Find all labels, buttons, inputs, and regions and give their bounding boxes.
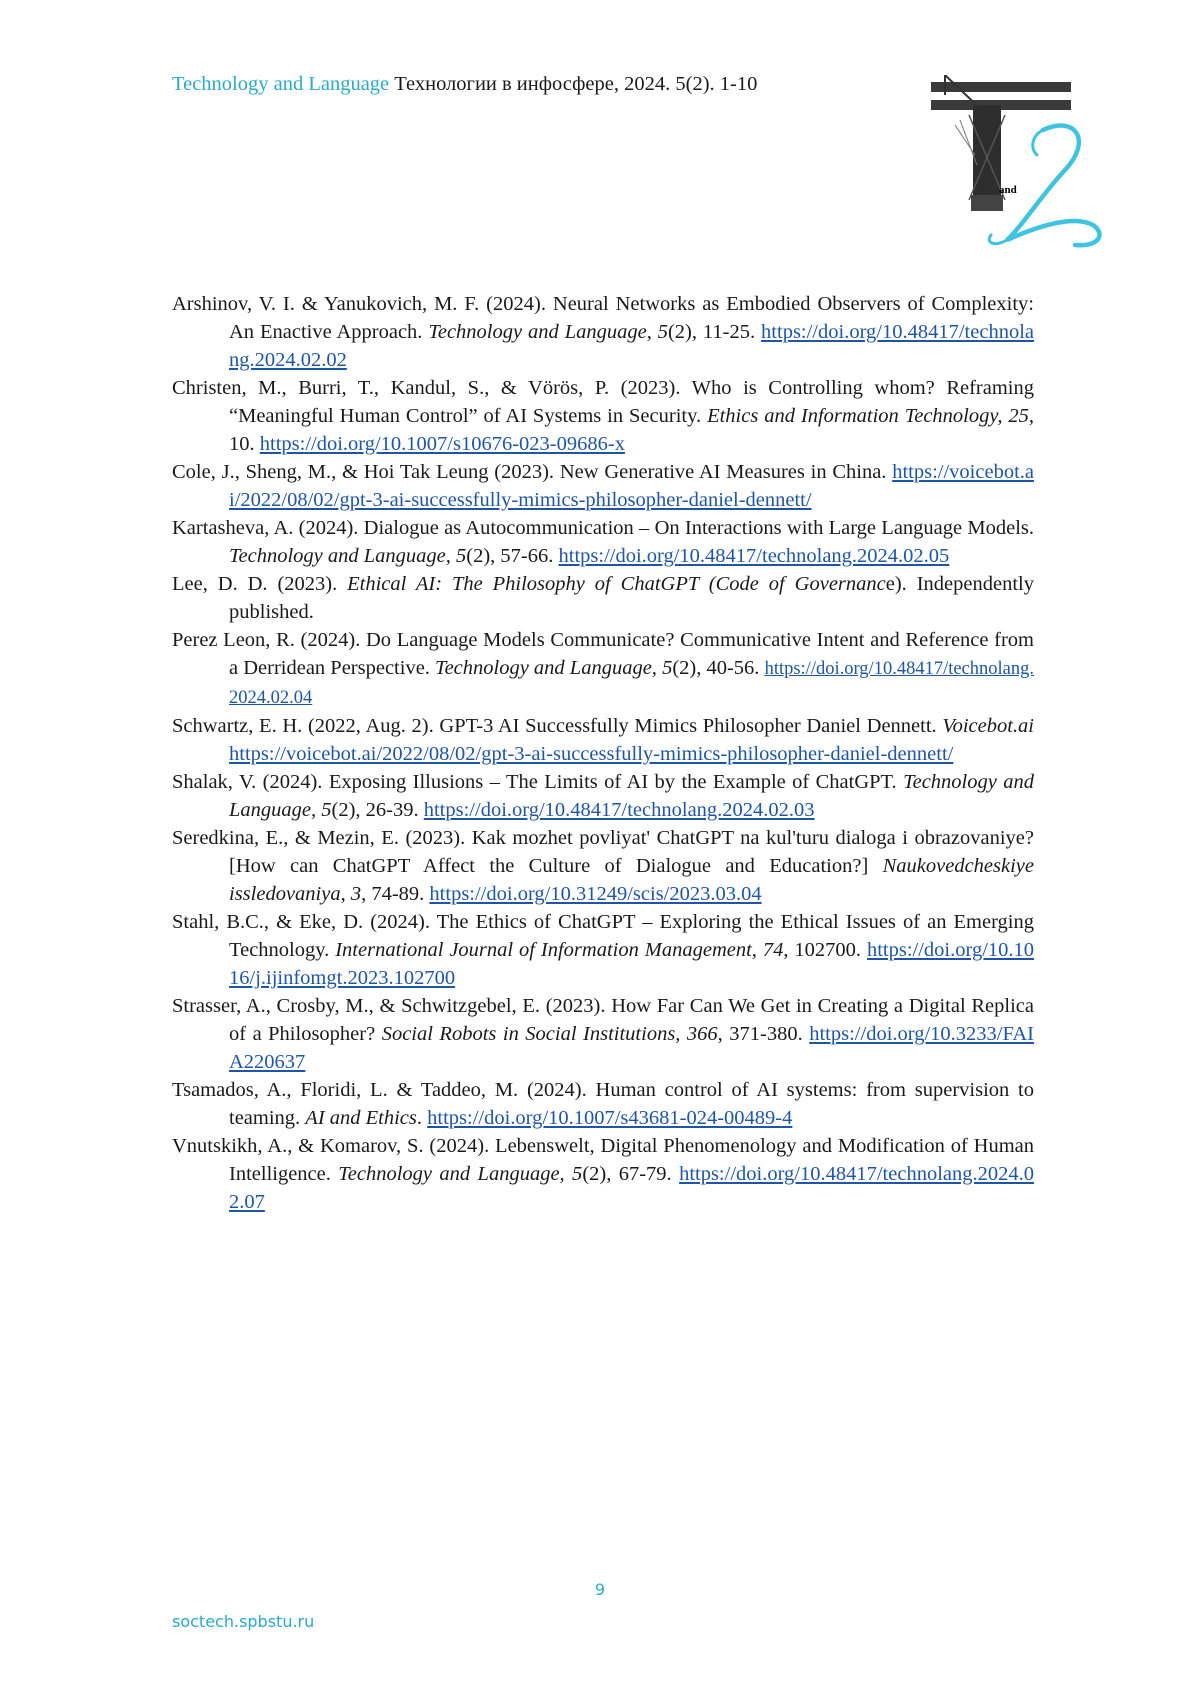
reference-link[interactable]: https://doi.org/10.48417/technolang.2024.02.05 <box>558 545 950 567</box>
reference-entry <box>172 458 1034 514</box>
reference-link[interactable]: https://voicebot.ai/2022/08/02/gpt-3-ai-successfully-mimics-philosopher-daniel-dennett/ <box>229 743 954 765</box>
reference-source: Technology and Language, 5 <box>435 657 673 679</box>
reference-source: Ethical AI: The Philosophy of ChatGPT (Code of Governanc <box>347 573 886 595</box>
reference-entry <box>172 712 1034 768</box>
reference-entry <box>172 290 1034 374</box>
reference-link[interactable]: https://doi.org/10.3233/FAIA220637 <box>229 1023 1034 1073</box>
reference-source: Naukovedcheskiye issledovaniya, 3 <box>229 855 1034 905</box>
reference-details: , 102700. <box>783 939 867 961</box>
reference-entry <box>172 1076 1034 1132</box>
reference-details: , 10. <box>229 405 1034 455</box>
reference-source: Ethics and Information Technology, 25 <box>707 405 1029 427</box>
reference-entry <box>172 1132 1034 1216</box>
reference-source: Technology and Language, 5 <box>338 1163 583 1185</box>
reference-link[interactable]: https://doi.org/10.1016/j.ijinfomgt.2023.102700 <box>229 939 1035 989</box>
reference-entry <box>172 570 1034 626</box>
reference-text: Arshinov, V. I. & Yanukovich, M. F. (2024). Neural Networks as Embodied Observers of Complexity: An Enactive Approach. <box>172 293 1034 343</box>
reference-entry <box>172 908 1034 992</box>
reference-text: Lee, D. D. (2023). <box>172 573 348 595</box>
page-number: 9 <box>594 1580 606 1599</box>
reference-source: Technology and Language, 5 <box>428 321 668 343</box>
reference-entry <box>172 514 1034 570</box>
reference-link[interactable]: https://doi.org/10.1007/s10676-023-09686-x <box>259 433 625 455</box>
reference-text: Seredkina, E., & Mezin, E. (2023). Kak mozhet povliyat' ChatGPT na kul'turu dialoga i obrazovaniye? [How can ChatGPT Affect the Culture of Dialogue and Education?] <box>172 827 1034 877</box>
reference-link[interactable]: https://doi.org/10.1007/s43681-024-00489-4 <box>427 1107 793 1129</box>
reference-entry <box>172 374 1034 458</box>
reference-details: (2), 26-39. <box>331 799 424 821</box>
reference-entry <box>172 768 1034 824</box>
journal-logo <box>925 75 1110 250</box>
reference-text: Strasser, A., Crosby, M., & Schwitzgebel, E. (2023). How Far Can We Get in Creating a Digital Replica of a Philosopher? <box>172 995 1034 1045</box>
reference-text: Perez Leon, R. (2024). Do Language Models Communicate? Communicative Intent and Reference from a Derridean Perspective. <box>172 629 1034 679</box>
reference-source: Technology and Language, 5 <box>229 771 1034 821</box>
reference-details: (2), 40-56. <box>672 657 765 679</box>
reference-source: Voicebot.ai <box>942 715 1034 737</box>
reference-details: , 74-89. <box>361 883 430 905</box>
reference-details: (2), 11-25. <box>667 321 762 343</box>
running-header <box>172 73 757 96</box>
reference-details: e). Independently published. <box>229 573 1034 623</box>
reference-link[interactable]: https://doi.org/10.48417/technolang.2024.02.02 <box>229 321 1034 371</box>
reference-link[interactable]: https://doi.org/10.48417/technolang.2024.02.07 <box>229 1163 1034 1213</box>
reference-entry <box>172 992 1034 1076</box>
reference-text: Schwartz, E. H. (2022, Aug. 2). GPT-3 AI Successfully Mimics Philosopher Daniel Dennett. <box>172 715 943 737</box>
reference-source: Social Robots in Social Institutions, 366 <box>381 1023 718 1045</box>
reference-entry <box>172 626 1034 712</box>
reference-list <box>172 290 1034 1216</box>
reference-source: AI and Ethics <box>305 1107 417 1129</box>
reference-link[interactable]: https://doi.org/10.31249/scis/2023.03.04 <box>429 883 762 905</box>
journal-issue: Технологии в инфосфере, 2024. 5(2). 1-10 <box>389 73 758 95</box>
reference-details: . <box>416 1107 428 1129</box>
reference-details: , 371-380. <box>717 1023 810 1045</box>
reference-text: Tsamados, A., Floridi, L. & Taddeo, M. (2024). Human control of AI systems: from supervision to teaming. <box>172 1079 1034 1129</box>
reference-link[interactable]: https://voicebot.ai/2022/08/02/gpt-3-ai-successfully-mimics-philosopher-daniel-dennett/ <box>229 461 1034 511</box>
reference-link[interactable]: https://doi.org/10.48417/technolang.2024.02.04 <box>229 659 1034 708</box>
journal-name: Technology and Language <box>172 73 390 95</box>
reference-text: Kartasheva, A. (2024). Dialogue as Autocommunication – On Interactions with Large Language Models. <box>172 517 1034 539</box>
logo-and-text: and <box>999 184 1017 196</box>
reference-text: Cole, J., Sheng, M., & Hoi Tak Leung (2023). New Generative AI Measures in China. <box>172 461 893 483</box>
reference-entry <box>172 824 1034 908</box>
reference-details: (2), 67-79. <box>582 1163 680 1185</box>
reference-text: Christen, M., Burri, T., Kandul, S., & Vörös, P. (2023). Who is Controlling whom? Reframing “Meaningful Human Control” of AI Systems in Security. <box>172 377 1034 427</box>
footer-site: soctech.spbstu.ru <box>172 1612 315 1631</box>
reference-text: Shalak, V. (2024). Exposing Illusions – The Limits of AI by the Example of ChatGPT. <box>172 771 904 793</box>
reference-text: Stahl, B.C., & Eke, D. (2024). The Ethics of ChatGPT – Exploring the Ethical Issues of an Emerging Technology. <box>172 911 1034 961</box>
reference-details: (2), 57-66. <box>466 545 559 567</box>
reference-text: Vnutskikh, A., & Komarov, S. (2024). Lebenswelt, Digital Phenomenology and Modification of Human Intelligence. <box>172 1135 1034 1185</box>
reference-link[interactable]: https://doi.org/10.48417/technolang.2024.02.03 <box>423 799 815 821</box>
reference-source: Technology and Language, 5 <box>229 545 467 567</box>
reference-source: International Journal of Information Management, 74 <box>335 939 784 961</box>
